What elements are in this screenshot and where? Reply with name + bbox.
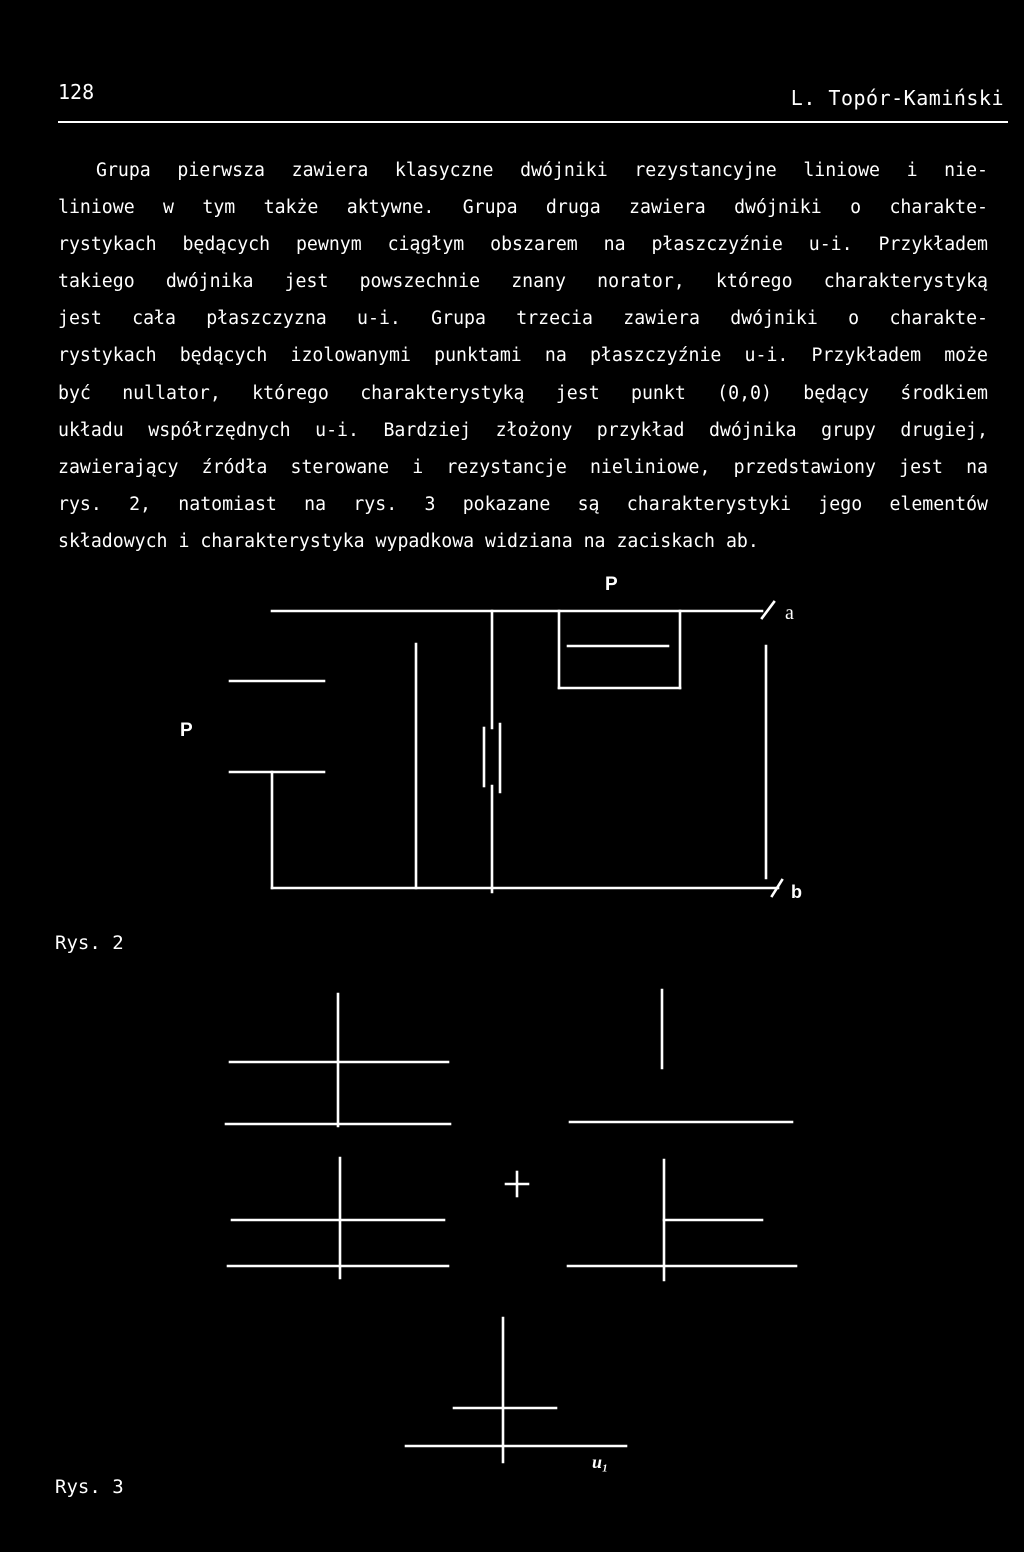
text-line: być nullator, którego charakterystyką jest punkt (0,0) będący środkiem xyxy=(58,382,988,404)
label-p-top: P xyxy=(605,574,618,595)
figure-2-circuit-diagram xyxy=(0,560,1024,940)
text-line: jest cała płaszczyzna u-i. Grupa trzecia zawiera dwójniki o charakte- xyxy=(58,308,988,330)
terminal-a-label: a xyxy=(785,602,794,624)
text-line: rys. 2, natomiast na rys. 3 pokazane są charakterystyki jego elementów xyxy=(58,493,988,515)
text-line: Grupa pierwsza zawiera klasyczne dwójniki rezystancyjne liniowe i nie- xyxy=(96,160,988,181)
page-number: 128 xyxy=(58,80,95,104)
figure-3-characteristics xyxy=(0,980,1024,1500)
axis-label-u1: u₁ xyxy=(592,1452,609,1472)
header-rule xyxy=(58,121,1008,123)
text-line: takiego dwójnika jest powszechnie znany norator, którego charakterystyką xyxy=(58,271,988,293)
terminal-b-label: b xyxy=(791,882,802,902)
body-paragraph xyxy=(58,152,988,560)
figure-2-caption: Rys. 2 xyxy=(55,932,124,954)
text-line: rystykach będących pewnym ciągłym obszarem na płaszczyźnie u-i. Przykładem xyxy=(58,234,988,256)
text-line: składowych i charakterystyka wypadkowa widziana na zaciskach ab. xyxy=(58,530,759,552)
text-line: liniowe w tym także aktywne. Grupa druga zawiera dwójniki o charakte- xyxy=(58,197,988,219)
terminal-a-mark xyxy=(762,602,774,618)
figure-3-caption: Rys. 3 xyxy=(55,1476,124,1498)
text-line: rystykach będących izolowanymi punktami na płaszczyźnie u-i. Przykładem może xyxy=(58,345,988,367)
text-line: zawierający źródła sterowane i rezystancje nieliniowe, przedstawiony jest na xyxy=(58,456,988,478)
text-line: układu współrzędnych u-i. Bardziej złożony przykład dwójnika grupy drugiej, xyxy=(58,419,988,441)
label-p-left: P xyxy=(180,720,193,741)
running-head-author: L. Topór-Kamiński xyxy=(790,86,1004,110)
